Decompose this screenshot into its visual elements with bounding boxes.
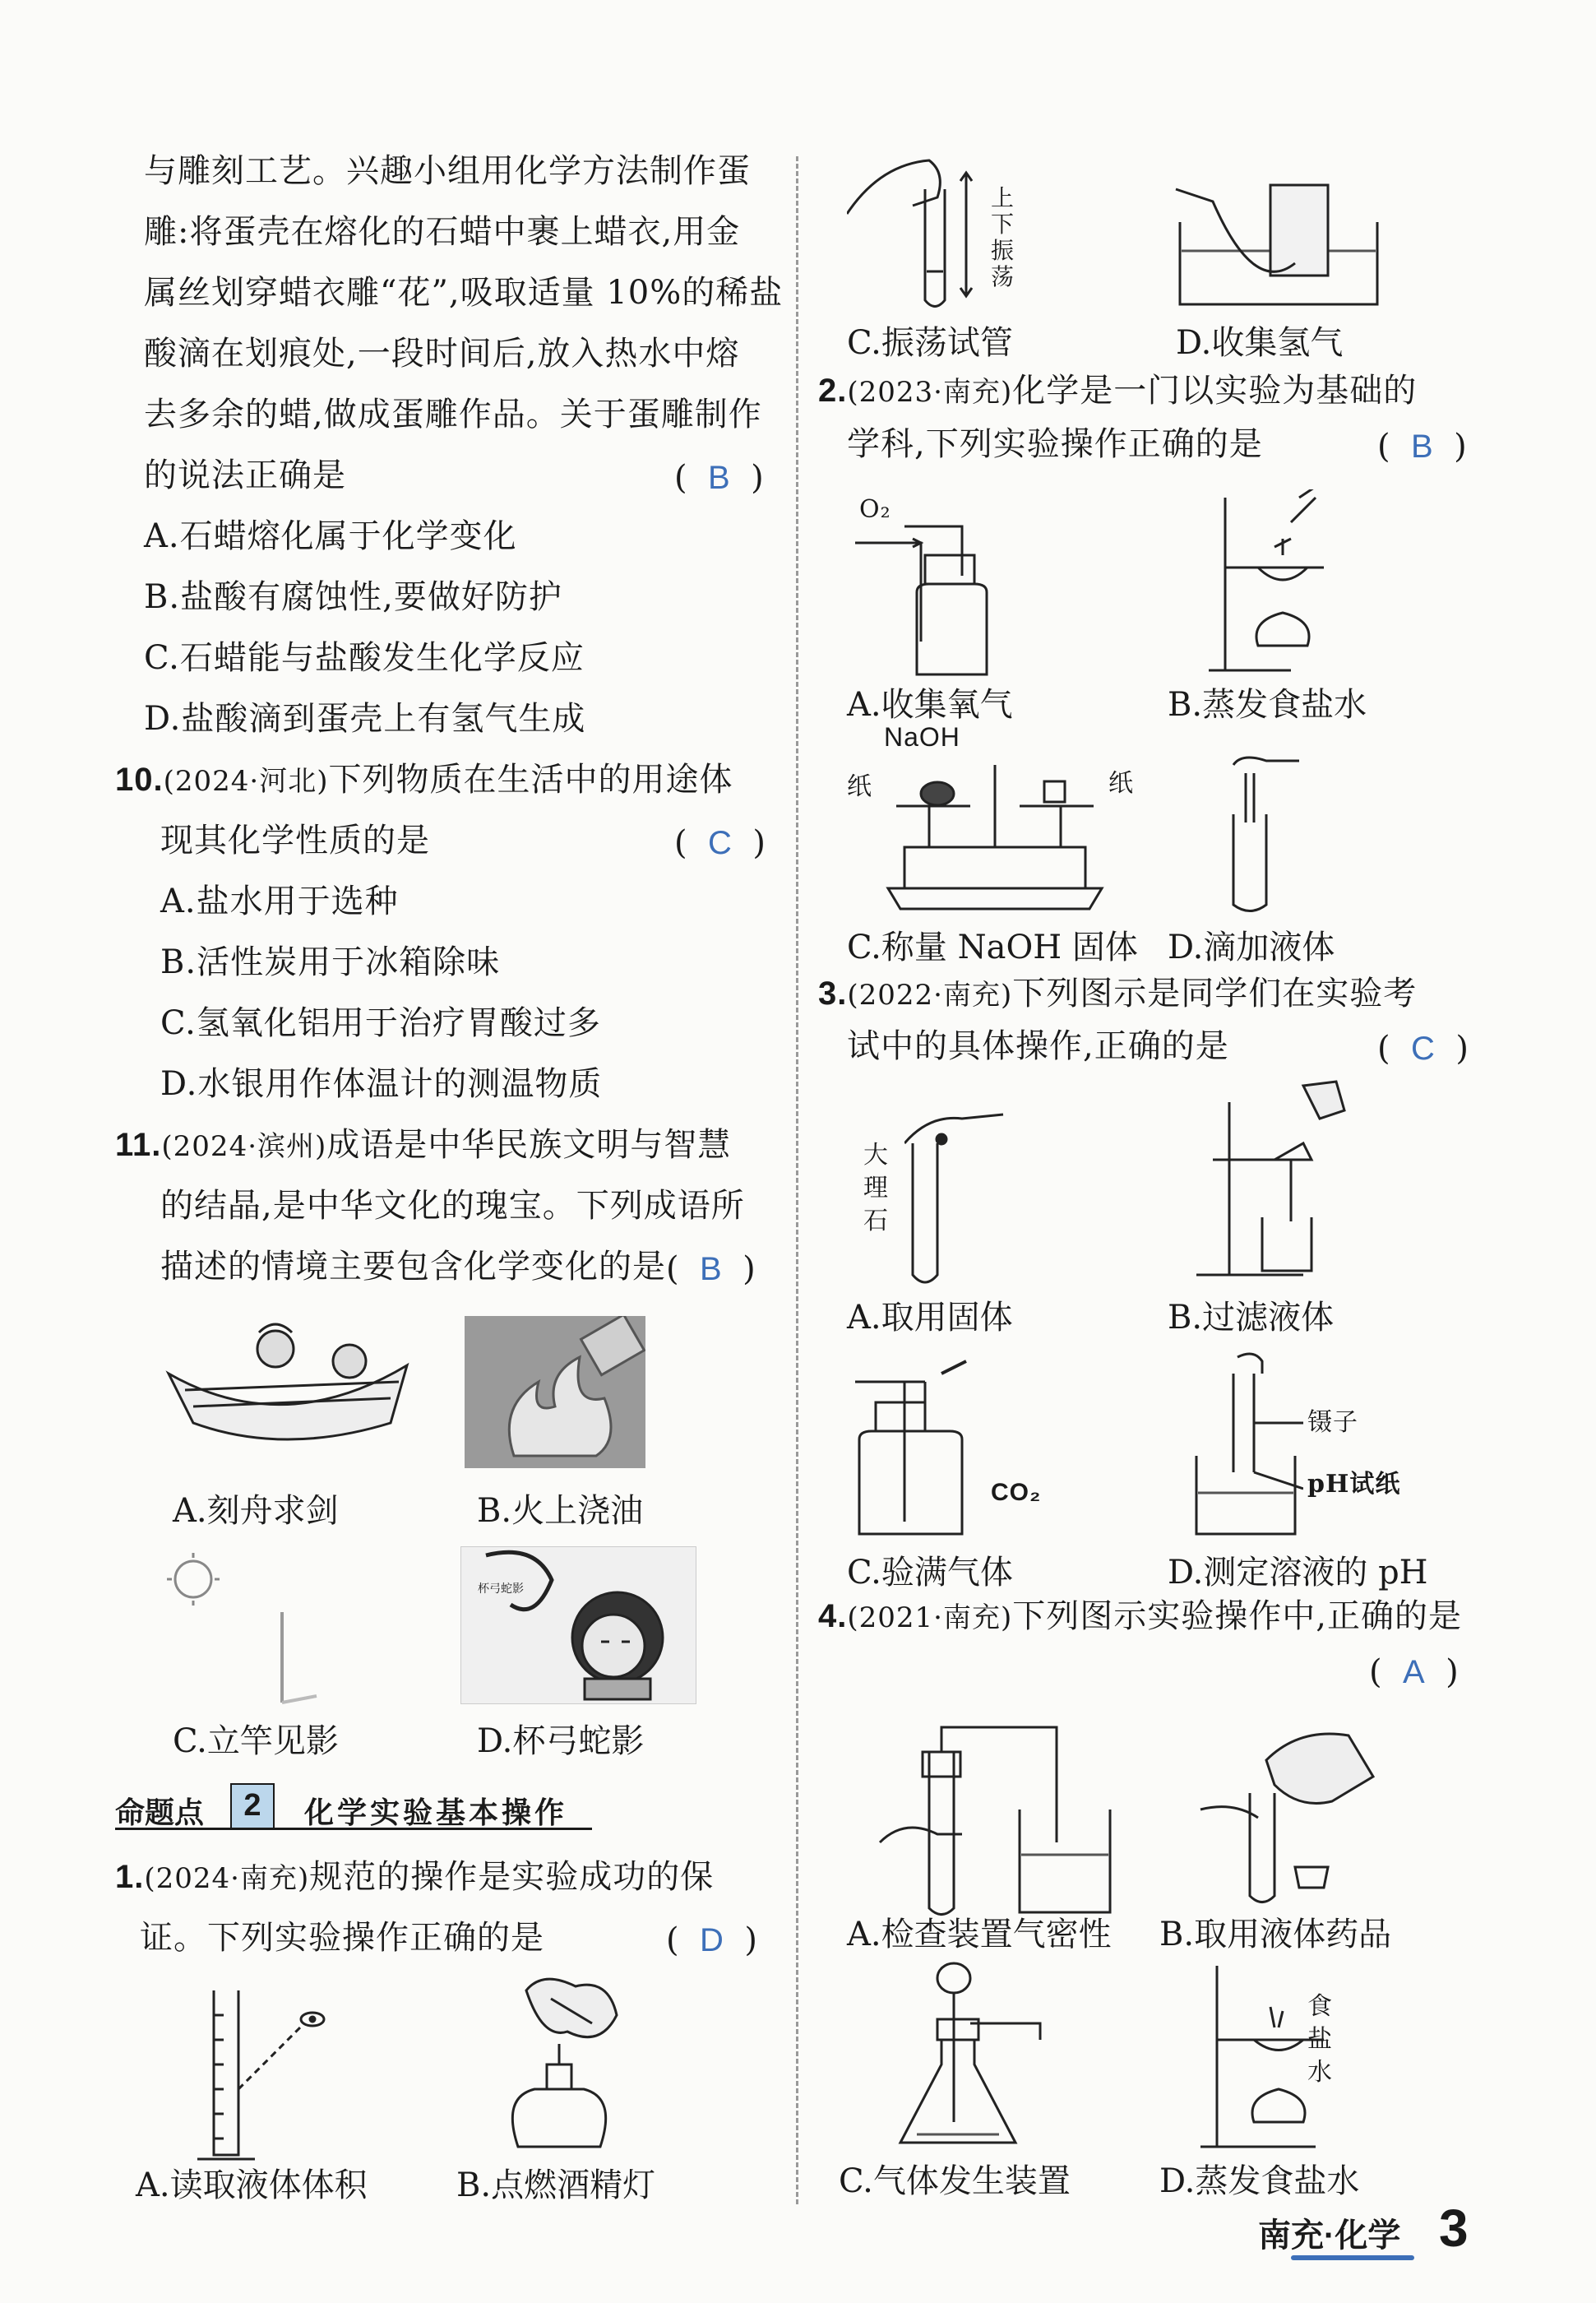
inset-label: 杯弓蛇影 (478, 1582, 524, 1596)
salt-water-label: 食盐水 (1307, 1992, 1333, 2087)
q11-caption-a: A.刻舟求剑 (173, 1492, 339, 1530)
q9-line: 酸滴在划痕处,一段时间后,放入热水中熔 (144, 335, 740, 373)
section-number: 2 (230, 1783, 275, 1829)
q9-option-a: A.石蜡熔化属于化学变化 (144, 517, 517, 555)
q4-stem: 4.(2021·南充)下列图示实验操作中,正确的是 (818, 1597, 1462, 1635)
q9-line: 属丝划穿蜡衣雕“花”,吸取适量 10%的稀盐 (144, 274, 784, 312)
bow-snake-illustration (460, 1546, 696, 1704)
section-rule (115, 1828, 592, 1830)
tweezer-label: 镊子 (1307, 1408, 1358, 1437)
footer-accent-bar (1291, 2255, 1414, 2260)
q10-option-a: A.盐水用于选种 (160, 883, 399, 920)
q4-caption-c: C.气体发生装置 (839, 2162, 1071, 2200)
q3-caption-c: C.验满气体 (847, 1554, 1013, 1592)
q2-stem: 2.(2023·南充)化学是一门以实验为基础的 (818, 372, 1418, 410)
co2-bottle-diagram (847, 1357, 995, 1538)
s2q1-caption-c: C.振荡试管 (847, 324, 1013, 362)
q2-caption-c: C.称量 NaOH 固体 (847, 929, 1138, 966)
q10-stem: 10.(2024·河北)下列物质在生活中的用途体 (115, 761, 733, 799)
q9-option-b: B.盐酸有腐蚀性,要做好防护 (144, 578, 562, 616)
section-header (115, 1783, 592, 1829)
q3-stem: 3.(2022·南充)下列图示是同学们在实验考 (818, 975, 1418, 1012)
pour-liquid-diagram (1184, 1711, 1398, 1908)
ph-paper-label: pH试纸 (1307, 1470, 1401, 1499)
q10-option-b: B.活性炭用于冰箱除味 (160, 943, 501, 981)
q2-stem-line2: 学科,下列实验操作正确的是 (847, 425, 1263, 463)
dropper-diagram (1209, 748, 1357, 913)
marble-label: 大理石 (863, 1141, 889, 1235)
oxygen-bottle-diagram (855, 502, 1020, 683)
q11-stem-line3: 描述的情境主要包含化学变化的是 (160, 1248, 666, 1286)
gas-collection-diagram (1172, 181, 1386, 313)
graduated-cylinder-diagram (189, 1982, 354, 2171)
q4-answer: ( A ) (1369, 1653, 1459, 1691)
shake-label: 上下振荡 (991, 184, 1015, 290)
q11-answer: ( B ) (666, 1250, 756, 1288)
q10-option-d: D.水银用作体温计的测温物质 (160, 1065, 603, 1103)
s2q1-caption-b: B.点燃酒精灯 (456, 2166, 656, 2204)
ph-test-diagram (1188, 1349, 1303, 1538)
s2q1-answer: ( D ) (666, 1921, 757, 1959)
q9-line: 雕:将蛋壳在熔化的石蜡中裹上蜡衣,用金 (144, 213, 741, 251)
section-title: 化学实验基本操作 (304, 1796, 568, 1829)
q4-caption-a: A.检查装置气密性 (847, 1916, 1112, 1953)
q3-caption-b: B.过滤液体 (1168, 1299, 1335, 1337)
q9-option-c: C.石蜡能与盐酸发生化学反应 (144, 639, 585, 677)
naoh-label: NaOH (884, 722, 960, 752)
q2-caption-d: D.滴加液体 (1168, 929, 1335, 966)
q2-caption-a: A.收集氧气 (847, 686, 1013, 724)
q9-line: 的说法正确是 (144, 456, 346, 494)
q11-caption-d: D.杯弓蛇影 (477, 1722, 645, 1760)
q3-answer: ( C ) (1377, 1030, 1469, 1068)
q9-option-d: D.盐酸滴到蛋壳上有氢气生成 (144, 700, 586, 738)
paper-label-right: 纸 (1108, 769, 1134, 798)
evaporation-diagram (1192, 489, 1357, 679)
s2q1-caption-a: A.读取液体体积 (136, 2166, 368, 2204)
q3-caption-d: D.测定溶液的 pH (1168, 1554, 1428, 1592)
boat-illustration (160, 1316, 415, 1456)
o2-label: O₂ (859, 495, 891, 524)
q3-caption-a: A.取用固体 (847, 1299, 1013, 1337)
q11-stem-line2: 的结晶,是中华文化的瑰宝。下列成语所 (160, 1187, 745, 1225)
page-number: 3 (1439, 2199, 1469, 2258)
fire-oil-photo (465, 1316, 645, 1468)
book-name: 南充·化学 (1258, 2217, 1401, 2254)
airtightness-check-diagram (872, 1719, 1135, 1916)
section-label: 命题点 (115, 1796, 205, 1829)
filtration-diagram (1180, 1077, 1361, 1283)
q4-caption-d: D.蒸发食盐水 (1159, 2162, 1360, 2200)
gas-generation-diagram (892, 1958, 1057, 2155)
q2-caption-b: B.蒸发食盐水 (1168, 686, 1367, 724)
q2-answer: ( B ) (1377, 428, 1467, 466)
s2q1-caption-d: D.收集氢气 (1176, 324, 1344, 362)
s2q1-stem-line2: 证。下列实验操作正确的是 (140, 1919, 544, 1957)
q11-caption-c: C.立竿见影 (173, 1722, 339, 1760)
q11-stem: 11.(2024·滨州)成语是中华民族文明与智慧 (115, 1126, 732, 1164)
q11-caption-b: B.火上浇油 (477, 1492, 644, 1530)
q4-caption-b: B.取用液体药品 (1159, 1916, 1392, 1953)
shaking-test-tube-diagram (847, 148, 995, 313)
q10-stem-line2: 现其化学性质的是 (160, 822, 430, 860)
sun-pole-illustration (160, 1546, 325, 1711)
column-divider (796, 156, 798, 2204)
q3-stem-line2: 试中的具体操作,正确的是 (847, 1027, 1229, 1065)
q10-option-c: C.氢氧化铝用于治疗胃酸过多 (160, 1004, 601, 1042)
test-tube-solid-diagram (904, 1094, 1028, 1291)
q9-line: 去多余的蜡,做成蛋雕作品。关于蛋雕制作 (144, 396, 762, 433)
q9-line: 与雕刻工艺。兴趣小组用化学方法制作蛋 (144, 152, 751, 190)
balance-diagram (880, 757, 1110, 913)
alcohol-lamp-diagram (477, 1974, 641, 2155)
q9-answer: ( B ) (674, 459, 764, 497)
paper-label-left: 纸 (847, 772, 872, 801)
q10-answer: ( C ) (674, 824, 766, 862)
co2-label: CO₂ (991, 1479, 1042, 1506)
s2q1-stem: 1.(2024·南充)规范的操作是实验成功的保 (115, 1858, 715, 1896)
fire-icon (465, 1316, 645, 1468)
